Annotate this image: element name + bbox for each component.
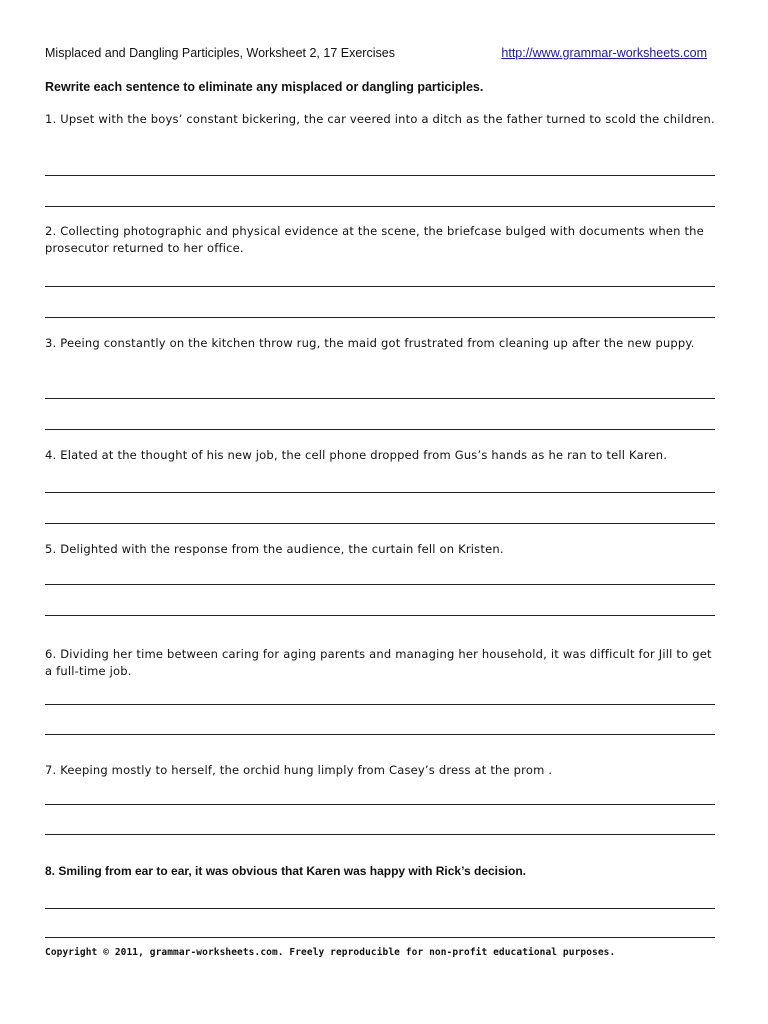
answer-line[interactable] <box>45 584 715 585</box>
exercise-prompt: 8. Smiling from ear to ear, it was obvious that Karen was happy with Rick’s decision. <box>45 864 527 878</box>
answer-line[interactable] <box>45 804 715 805</box>
answer-line[interactable] <box>45 734 715 735</box>
answer-line[interactable] <box>45 615 715 616</box>
exercise-prompt: 2. Collecting photographic and physical evidence at the scene, the briefcase bulged with documents when the prosecutor returned to her office. <box>45 224 704 255</box>
exercise-4 <box>45 447 717 464</box>
answer-line[interactable] <box>45 937 715 938</box>
instructions: Rewrite each sentence to eliminate any misplaced or dangling participles. <box>45 80 484 94</box>
answer-line[interactable] <box>45 429 715 430</box>
exercise-prompt: 3. Peeing constantly on the kitchen throw rug, the maid got frustrated from cleaning up after the new puppy. <box>45 336 695 350</box>
exercise-prompt: 1. Upset with the boys’ constant bickering, the car veered into a ditch as the father turned to scold the children. <box>45 112 715 126</box>
exercise-7 <box>45 762 717 779</box>
answer-line[interactable] <box>45 834 715 835</box>
exercise-2 <box>45 223 717 257</box>
worksheet-title: Misplaced and Dangling Participles, Worksheet 2, 17 Exercises <box>45 46 395 60</box>
exercise-prompt: 5. Delighted with the response from the audience, the curtain fell on Kristen. <box>45 542 504 556</box>
exercise-prompt: 7. Keeping mostly to herself, the orchid hung limply from Casey’s dress at the prom . <box>45 763 553 777</box>
answer-line[interactable] <box>45 704 715 705</box>
answer-line[interactable] <box>45 175 715 176</box>
exercise-prompt: 6. Dividing her time between caring for aging parents and managing her household, it was difficult for Jill to get a full-time job. <box>45 647 712 678</box>
answer-line[interactable] <box>45 206 715 207</box>
answer-line[interactable] <box>45 908 715 909</box>
exercise-prompt: 4. Elated at the thought of his new job, the cell phone dropped from Gus’s hands as he ran to tell Karen. <box>45 448 668 462</box>
answer-line[interactable] <box>45 398 715 399</box>
answer-line[interactable] <box>45 317 715 318</box>
answer-line[interactable] <box>45 523 715 524</box>
exercise-3 <box>45 335 717 352</box>
exercise-6 <box>45 646 717 680</box>
page-header <box>45 46 707 64</box>
answer-line[interactable] <box>45 286 715 287</box>
answer-line[interactable] <box>45 492 715 493</box>
exercise-1 <box>45 111 717 128</box>
exercise-8 <box>45 863 717 880</box>
website-link[interactable]: http://www.grammar-worksheets.com <box>501 46 707 60</box>
copyright-footer: Copyright © 2011, grammar-worksheets.com. Freely reproducible for non-profit educational purposes. <box>45 947 616 958</box>
exercise-5 <box>45 541 717 558</box>
